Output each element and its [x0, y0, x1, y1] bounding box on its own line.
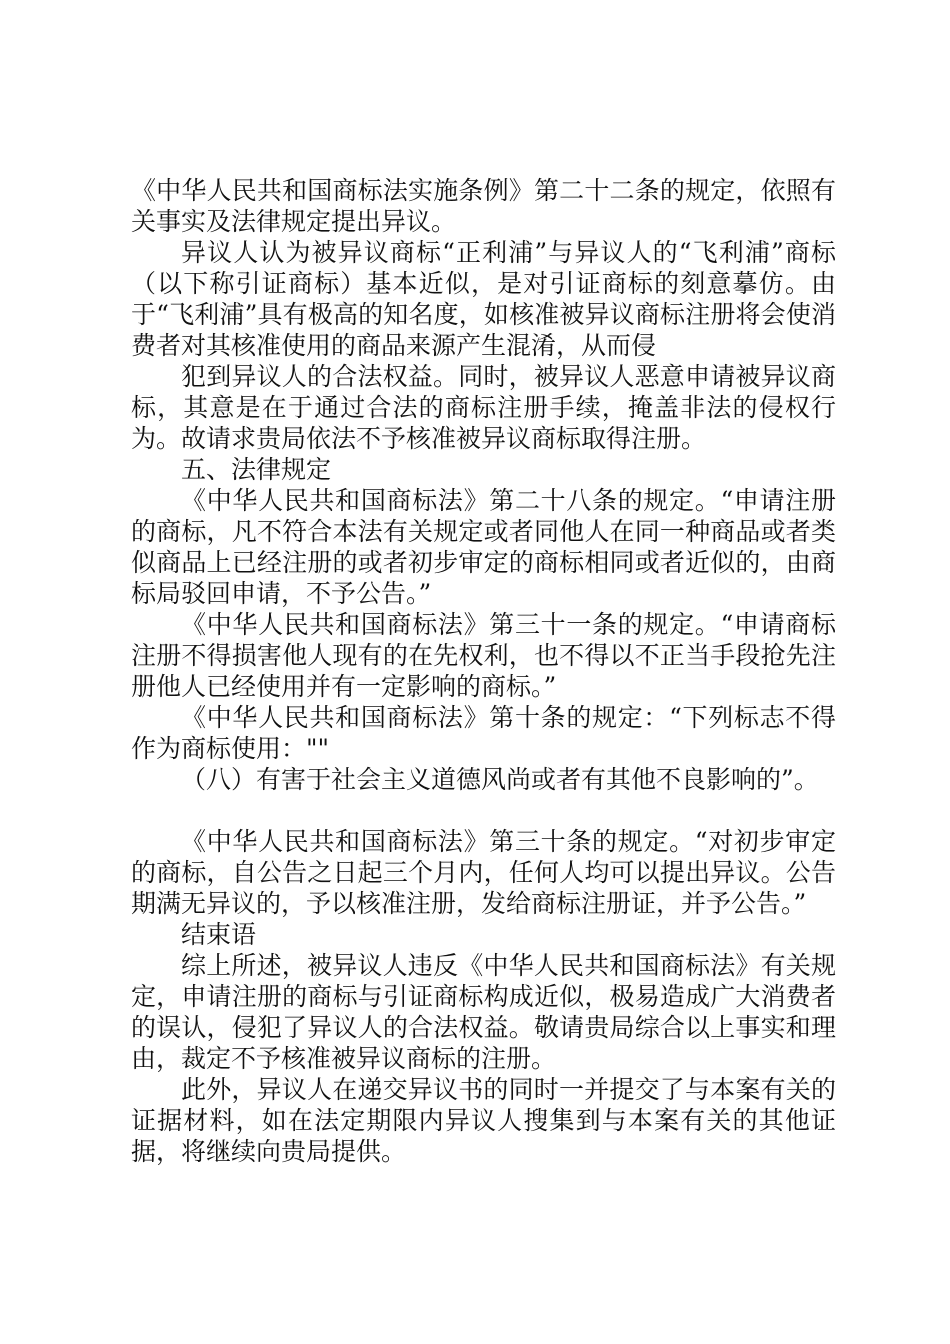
paragraph-regulation-article-22: 《中华人民共和国商标法实施条例》第二十二条的规定，依照有关事实及法律规定提出异议。 [131, 176, 836, 236]
paragraph-article-28: 《中华人民共和国商标法》第二十八条的规定。“申请注册的商标，凡不符合本法有关规定或者同他人在同一种商品或者类似商品上已经注册的或者初步审定的商标相同或者近似的，由商标局驳回申请，不予公告。” [131, 486, 836, 608]
paragraph-evidence-note: 此外，异议人在递交异议书的同时一并提交了与本案有关的证据材料，如在法定期限内异议人搜集到与本案有关的其他证据，将继续向贵局提供。 [131, 1075, 836, 1166]
section-heading-conclusion: 结束语 [181, 920, 257, 949]
document-body [131, 175, 836, 1167]
paragraph-infringement: 犯到异议人的合法权益。同时，被异议人恶意申请被异议商标，其意是在于通过合法的商标注册手续，掩盖非法的侵权行为。故请求贵局依法不予核准被异议商标取得注册。 [131, 362, 836, 453]
paragraph-conclusion-summary: 综上所述，被异议人违反《中华人民共和国商标法》有关规定，申请注册的商标与引证商标构成近似，极易造成广大消费者的误认，侵犯了异议人的合法权益。敬请贵局综合以上事实和理由，裁定不予核准被异议商标的注册。 [131, 951, 836, 1073]
paragraph-article-30: 《中华人民共和国商标法》第三十条的规定。“对初步审定的商标，自公告之日起三个月内，任何人均可以提出异议。公告期满无异议的，予以核准注册，发给商标注册证，并予公告。” [131, 827, 836, 918]
paragraph-article-10: 《中华人民共和国商标法》第十条的规定：“下列标志不得作为商标使用："" [131, 703, 836, 763]
paragraph-objection-claim: 异议人认为被异议商标“正利浦”与异议人的“飞利浦”商标（以下称引证商标）基本近似，是对引证商标的刻意摹仿。由于“飞利浦”具有极高的知名度，如核准被异议商标注册将会使消费者对其核准使用的商品来源产生混淆，从而侵 [131, 238, 836, 360]
paragraph-article-31: 《中华人民共和国商标法》第三十一条的规定。“申请商标注册不得损害他人现有的在先权利，也不得以不正当手段抢先注册他人已经使用并有一定影响的商标。” [131, 610, 836, 701]
section-heading-legal-provisions: 五、法律规定 [181, 455, 332, 484]
paragraph-article-10-item-8: （八）有害于社会主义道德风尚或者有其他不良影响的”。 [181, 765, 819, 794]
